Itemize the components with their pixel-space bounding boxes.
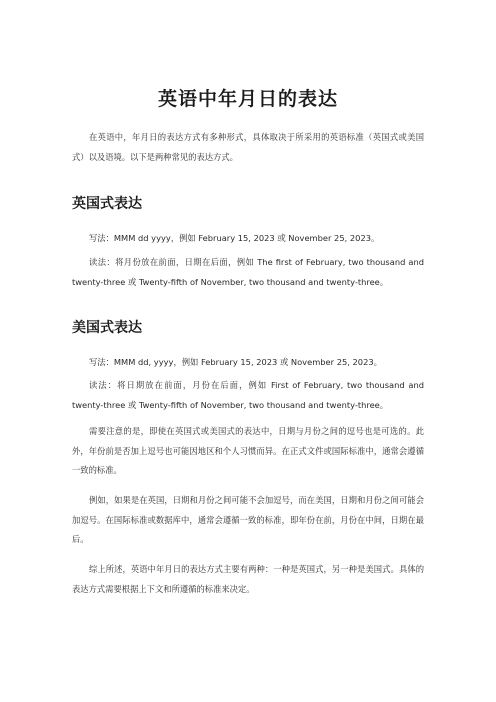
intro-paragraph: 在英语中，年月日的表达方式有多种形式，具体取决于所采用的英语标准（英国式或美国式）以及语境。以下是两种常见的表达方式。 — [72, 132, 424, 162]
note-paragraph: 需要注意的是，即使在英国式或美国式的表达中，日期与月份之间的逗号也是可选的。此外，年份前是否加上逗号也可能因地区和个人习惯而异。在正式文件或国际标准中，通常会遵循一致的标准。 — [72, 426, 424, 475]
example-paragraph: 例如，如果是在英国，日期和月份之间可能不会加逗号，而在美国，日期和月份之间可能会加逗号。在国际标准或数据库中，通常会遵循一致的标准，即年份在前，月份在中间，日期在最后。 — [72, 495, 424, 544]
page-title: 英语中年月日的表达 — [157, 88, 338, 110]
us-writing-paragraph: 写法：MMM dd, yyyy，例如 February 15, 2023 或 November 25, 2023。 — [89, 357, 382, 367]
us-reading-paragraph: 读法：将日期放在前面，月份在后面，例如 First of February, two thousand and twenty-three 或 Twenty-fifth of November, two thousand and twenty-three。 — [72, 380, 424, 410]
uk-reading-paragraph: 读法：将月份放在前面，日期在后面，例如 The first of February, two thousand and twenty-three 或 Twenty-fifth of November, two thousand and twenty-three。 — [72, 257, 424, 287]
uk-writing-paragraph: 写法：MMM dd yyyy，例如 February 15, 2023 或 November 25, 2023。 — [89, 233, 380, 243]
summary-paragraph: 综上所述，英语中年月日的表达方式主要有两种：一种是英国式，另一种是美国式。具体的表达方式需要根据上下文和所遵循的标准来决定。 — [72, 564, 424, 594]
section-heading-uk: 英国式表达 — [72, 196, 142, 212]
section-heading-us: 美国式表达 — [72, 320, 142, 336]
